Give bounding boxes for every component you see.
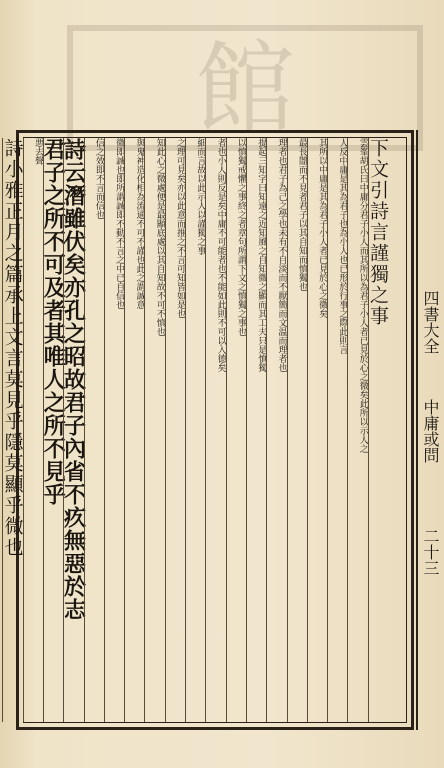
text-column: 以慎獨戒懼之事終之者章句所謂下文之慎獨之事也 <box>226 138 246 722</box>
svg-text:館: 館 <box>195 30 295 147</box>
text-column: 詩小雅正月之篇承上文言莫見乎隱莫顯乎微也 <box>2 138 22 722</box>
text-column: 理者也君子為己之學也未有不自淡而不厭簡而文温而理者也 <box>266 138 286 722</box>
text-column: 君子之所不可及者其唯人之所不見乎 <box>43 138 63 722</box>
text-column: 信之效即不言而信也 <box>84 138 104 722</box>
side-title: 四書大全 <box>421 289 440 354</box>
text-column: 與鬼神造化相為流通不可不謹也此之謂誠意 <box>124 138 144 722</box>
text-column: 知此心之微處便是最顯底處以其自知故不可不慎也 <box>144 138 164 722</box>
text-column: 詩云潛雖伏矣亦孔之昭故君子內省不疚無惡於志 <box>63 138 83 722</box>
text-column: 雲峯胡氏曰中庸分君子小人而其所以為君子小人者已見於心之微矣此所以示人之 <box>347 138 367 722</box>
page-number: 二十三 <box>421 528 440 577</box>
text-column: 提起三知字曰知遠之近知風之自知微之顯而其工夫只是慎獨 <box>246 138 266 722</box>
text-column: 下文引詩言謹獨之事 <box>368 138 388 722</box>
text-column: 之理可見矣亦以此意而推之不言可知皆如是也 <box>165 138 185 722</box>
text-column: 者也小人則反是矣中庸不可能者也不能如此則不可以入德矣 <box>205 138 225 722</box>
text-column: 悪去聲 <box>23 138 43 722</box>
text-columns <box>1 138 389 722</box>
text-column: 人反中庸是其為君子也為小人也已形於行事之際此則言 <box>327 138 347 722</box>
text-column: 細而言故以此示人以謹獨之事 <box>185 138 205 722</box>
side-section: 中庸或問 <box>421 399 440 463</box>
text-column: 微即誠也即所謂誠即不動不言之中已自信也 <box>104 138 124 722</box>
text-column: 最長闇而不見者君子以其自知而慎獨也 <box>287 138 307 722</box>
text-column: 其所以中庸是其為君子小人者已見於心之微矣 <box>307 138 327 722</box>
margin-title <box>416 130 444 730</box>
